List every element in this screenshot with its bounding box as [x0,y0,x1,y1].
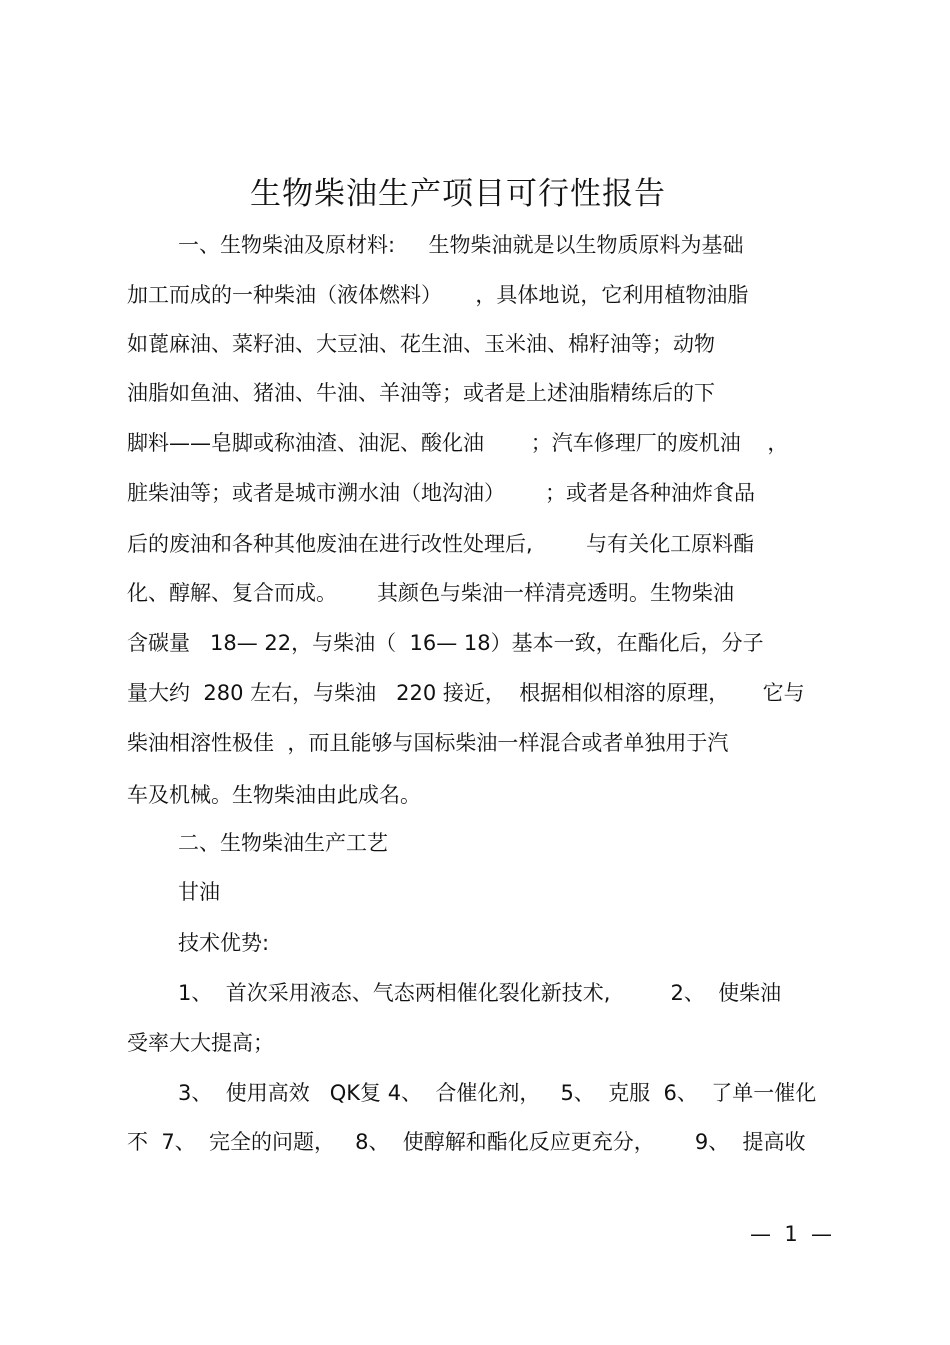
paragraph-line: 车及机械。生物柴油由此成名。 [127,783,421,807]
list-line: 受率大大提高； [127,1031,274,1055]
paragraph-line: 柴油相溶性极佳 ，而且能够与国标柴油一样混合或者单独用于汽 [127,731,729,755]
list-line: 3、 使用高效 QK复 4、 合催化剂， 5、 克服 6、 了单一催化 [178,1081,817,1105]
paragraph-line: 后的废油和各种其他废油在进行改性处理后, 与有关化工原料酯 [127,532,755,556]
paragraph-line: 脏柴油等；或者是城市溯水油（地沟油） ；或者是各种油炸食品 [127,481,756,505]
paragraph-line: 一、生物柴油及原材料: 生物柴油就是以生物质原料为基础 [178,233,744,257]
paragraph-line: 技术优势: [178,931,270,955]
paragraph-line: 量大约 280 左右，与柴油 220 接近， 根据相似相溶的原理， 它与 [127,681,805,705]
section-heading: 二、生物柴油生产工艺 [178,831,388,855]
list-line: 不 7、 完全的问题， 8、 使醇解和酯化反应更充分， 9、 提高收 [127,1130,806,1154]
paragraph-line: 油脂如鱼油、猪油、牛油、羊油等；或者是上述油脂精练后的下 [127,381,715,405]
document-title: 生物柴油生产项目可行性报告 [250,176,666,212]
paragraph-line: 如蓖麻油、菜籽油、大豆油、花生油、玉米油、棉籽油等；动物 [127,332,715,356]
page-number: — 1 — [750,1222,833,1246]
paragraph-line: 化、醇解、复合而成。 其颜色与柴油一样清亮透明。生物柴油 [127,581,735,605]
paragraph-line: 甘油 [178,880,220,904]
paragraph-line: 加工而成的一种柴油（液体燃料） ，具体地说，它利用植物油脂 [127,283,749,307]
list-line: 1、 首次采用液态、气态两相催化裂化新技术, 2、 使柴油 [178,981,782,1005]
paragraph-line: 脚料——皂脚或称油渣、油泥、酸化油 ；汽车修理厂的废机油 ， [127,431,789,455]
paragraph-line: 含碳量 18— 22，与柴油（ 16— 18）基本一致，在酯化后，分子 [127,631,764,655]
